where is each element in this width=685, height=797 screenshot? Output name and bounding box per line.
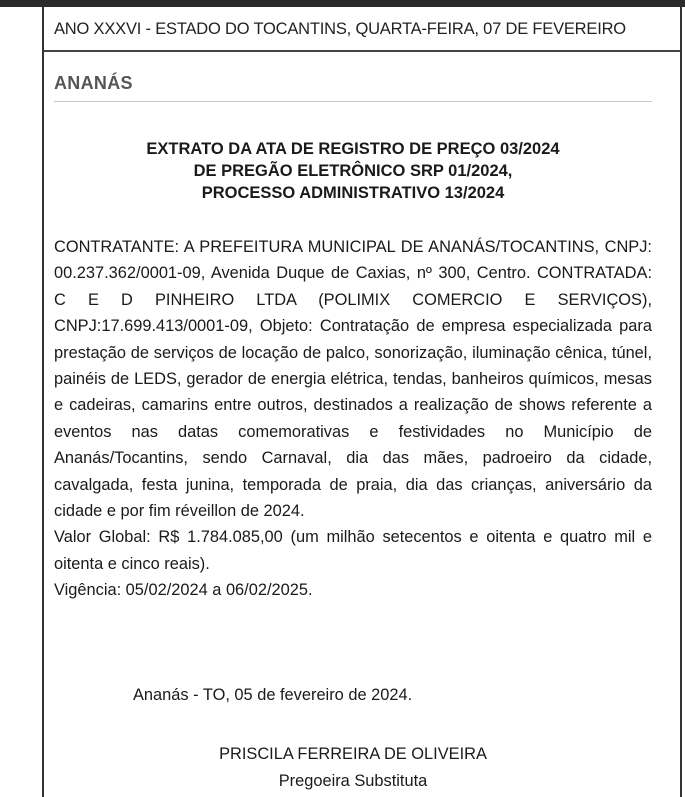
- global-value-paragraph: Valor Global: R$ 1.784.085,00 (um milhão setecentos e oitenta e quatro mil e oitenta e cinco reais).: [54, 528, 652, 573]
- document-title-line: EXTRATO DA ATA DE REGISTRO DE PREÇO 03/2024: [146, 140, 560, 158]
- signer-role: Pregoeira Substituta: [278, 772, 428, 790]
- right-page-rule: [680, 7, 682, 797]
- contract-paragraph: CONTRATANTE: A PREFEITURA MUNICIPAL DE ANANÁS/TOCANTINS, CNPJ: 00.237.362/0001-09, Avenida Duque de Caxias, nº 300, Centro. CONTRATADA: C E D PINHEIRO LTDA (POLIMIX COMERCIO E SERVIÇOS), CNPJ:17.699.413/0001-09, Objeto: Contratação de empresa especializada para prestação de serviços de locação de palco, sonorização, iluminação cênica, túnel, painéis de LEDS, gerador de energia elétrica, tendas, banheiros químicos, mesas e cadeiras, camarins entre outros, destinados a realização de shows referente a eventos nas datas comemorativas e festividades no Município de Ananás/Tocantins, sendo Carnaval, dia das mães, padroeiro da cidade, cavalgada, festa junina, temporada de praia, dia das crianças, aniversário da cidade e por fim réveillon de 2024.: [54, 238, 652, 521]
- place-date: Ananás - TO, 05 de fevereiro de 2024.: [133, 686, 413, 704]
- header-divider: [44, 50, 680, 52]
- signature-block: [54, 741, 652, 795]
- signer-name: PRISCILA FERREIRA DE OLIVEIRA: [219, 745, 487, 763]
- document-title: [54, 138, 652, 204]
- document-body: [54, 234, 652, 604]
- document-title-line: DE PREGÃO ELETRÔNICO SRP 01/2024,: [193, 162, 513, 180]
- section-title: ANANÁS: [54, 73, 133, 93]
- top-border-bar: [0, 0, 685, 7]
- edition-header: ANO XXXVI - ESTADO DO TOCANTINS, QUARTA-FEIRA, 07 DE FEVEREIRO: [54, 20, 626, 38]
- section-divider: [54, 101, 652, 102]
- validity-paragraph: Vigência: 05/02/2024 a 06/02/2025.: [54, 581, 313, 600]
- left-page-rule: [42, 7, 44, 797]
- document-title-line: PROCESSO ADMINISTRATIVO 13/2024: [201, 184, 505, 202]
